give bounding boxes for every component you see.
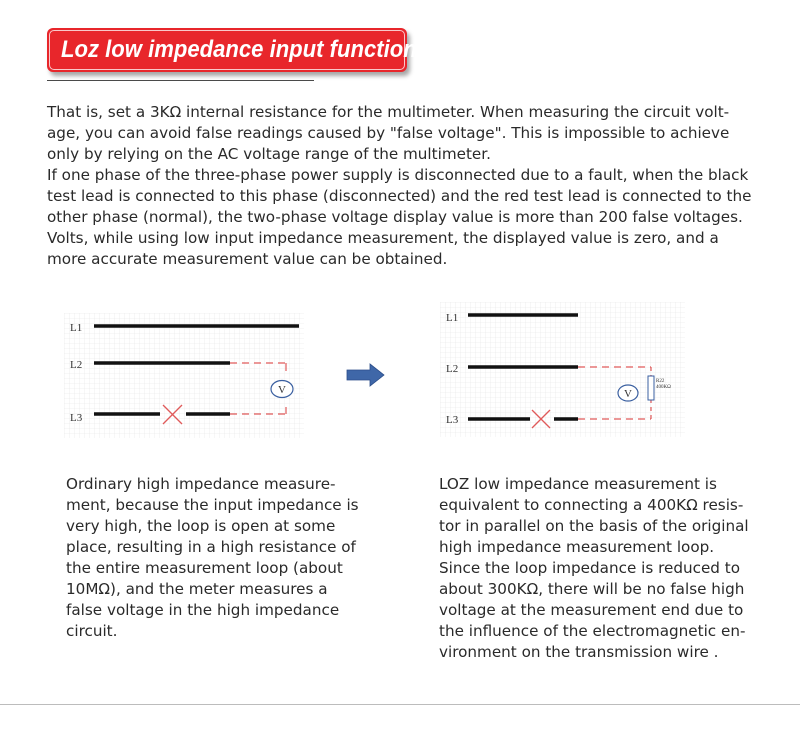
resistor-icon	[648, 376, 654, 400]
low-impedance-description: LOZ low impedance measurement is equivalent to connecting a 400KΩ resis-tor in parallel on the basis of the original high impedance measurement loop. Since the loop impedance is reduced to about 300KΩ, there will be no false high voltage at the measurement end due to the influence of the electromagnetic en-vironment on the transmission wire .	[439, 475, 749, 661]
arrow-right-icon	[346, 363, 386, 387]
high-impedance-description: Ordinary high impedance measure-ment, because the input impedance is very high, the loop is open at some place, resulting in a high resistance of the entire measurement loop (about 10MΩ), and the meter measures a false voltage in the high impedance circuit.	[66, 475, 359, 640]
arrow-svg	[346, 363, 386, 387]
diagram-low-impedance-svg	[440, 302, 685, 437]
resistor-value-label: 400KΩ	[656, 385, 671, 390]
page-title: Loz low impedance input function	[61, 36, 417, 63]
intro-paragraph-1: That is, set a 3KΩ internal resistance for the multimeter. When measuring the circuit volt-age, you can avoid false readings caused by "false voltage". This is impossible to achieve only by relying on the AC voltage range of the multimeter.	[47, 103, 730, 163]
intro-text	[47, 102, 759, 270]
bottom-divider	[0, 704, 800, 705]
resistor-ref-label: R22	[656, 379, 665, 384]
line-label-l3: L3	[70, 412, 83, 424]
diagram-low-impedance	[440, 302, 685, 437]
title-banner	[47, 28, 417, 72]
line-label-l3: L3	[446, 414, 459, 426]
title-underline	[47, 80, 314, 81]
line-label-l2: L2	[70, 359, 83, 371]
line-label-l1: L1	[446, 312, 459, 324]
voltmeter-label: V	[624, 388, 632, 400]
grid-background	[440, 302, 685, 437]
diagram-high-impedance-svg	[64, 313, 304, 438]
grid-background	[64, 313, 304, 438]
line-label-l1: L1	[70, 322, 83, 334]
intro-paragraph-2: If one phase of the three-phase power supply is disconnected due to a fault, when the black test lead is connected to this phase (disconnected) and the red test lead is connected to the other phase (normal), the two-phase voltage display value is more than 200 false voltages. Volts, while using low input impedance measurement, the displayed value is zero, and a more accurate measurement value can be obtained.	[47, 166, 752, 268]
line-label-l2: L2	[446, 363, 459, 375]
voltmeter-label: V	[278, 384, 286, 396]
diagram-high-impedance	[64, 313, 304, 438]
